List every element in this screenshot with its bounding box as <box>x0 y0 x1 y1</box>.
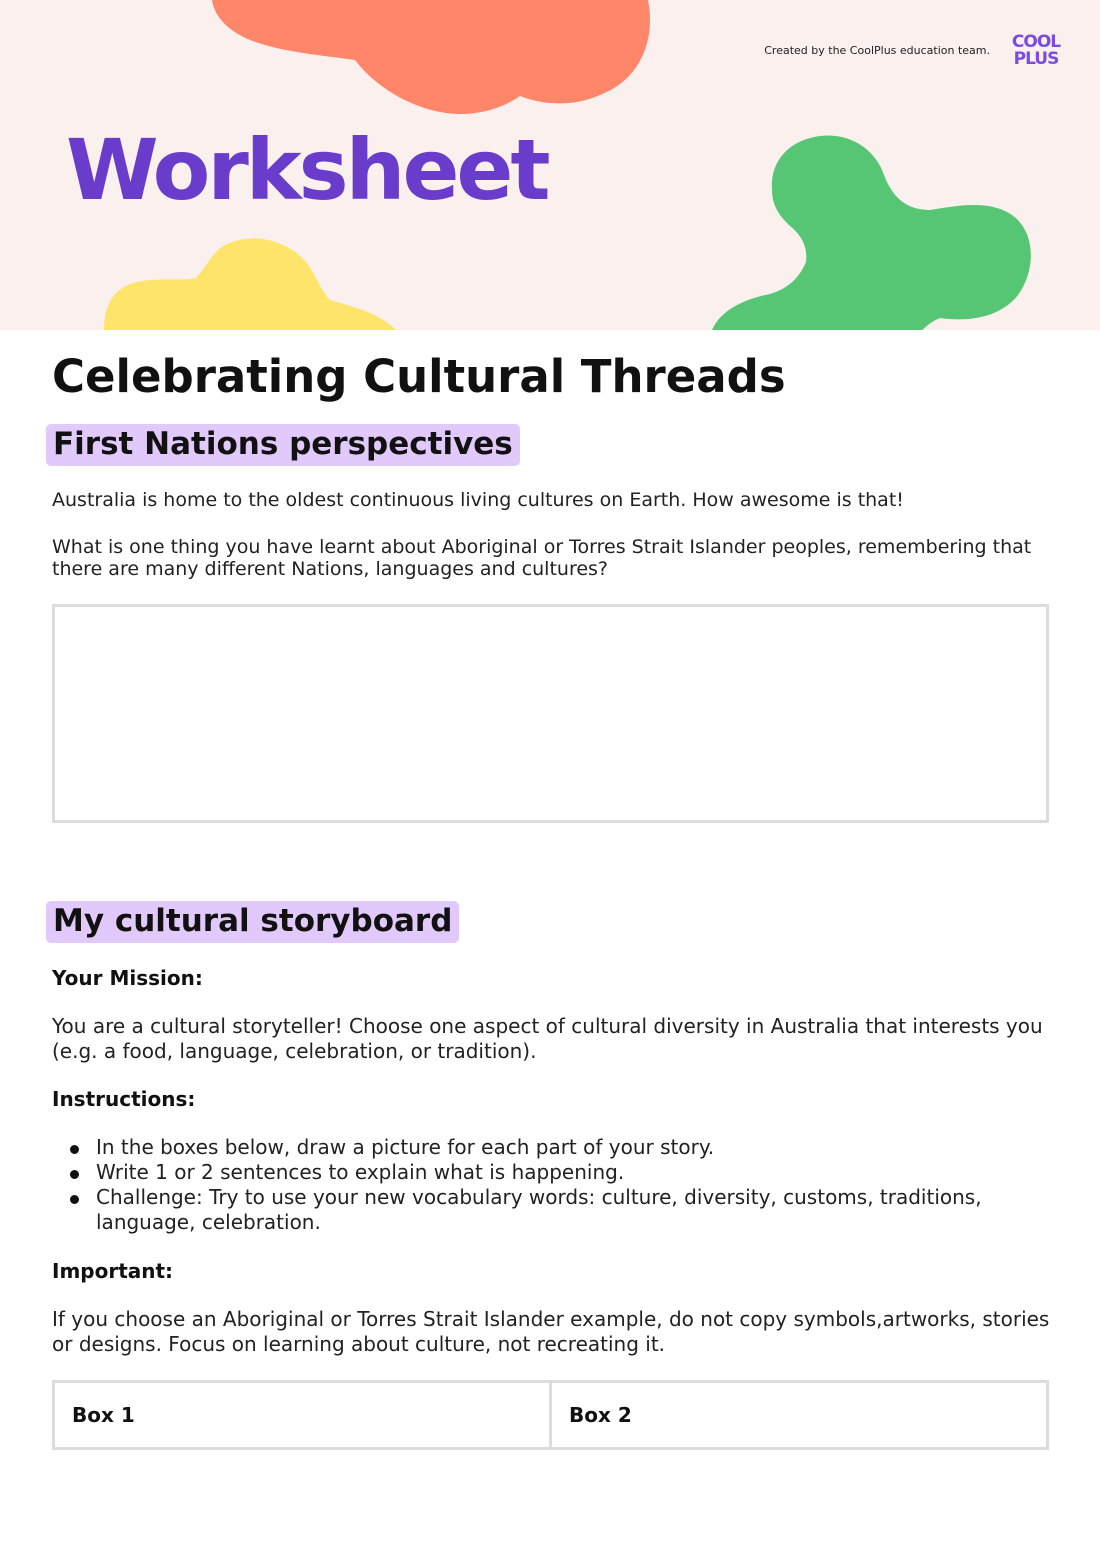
storyboard-box-1[interactable]: Box 1 <box>72 1403 135 1427</box>
green-blob <box>712 135 1031 330</box>
list-item: Write 1 or 2 sentences to explain what is happening. <box>52 1160 1052 1185</box>
mission-label: Your Mission: <box>52 966 203 990</box>
logo-line-2: PLUS <box>1013 49 1059 69</box>
list-item: Challenge: Try to use your new vocabulary words: culture, diversity, customs, traditions, language, celebration. <box>52 1185 1052 1235</box>
instructions-label: Instructions: <box>52 1087 196 1111</box>
coolplus-logo <box>1004 34 1068 72</box>
question-paragraph: What is one thing you have learnt about Aboriginal or Torres Strait Islander peoples, remembering that there are many different Nations, languages and cultures? <box>52 536 1032 580</box>
worksheet-title: Worksheet <box>66 121 548 219</box>
important-text: If you choose an Aboriginal or Torres Strait Islander example, do not copy symbols,artworks, stories or designs. Focus on learning about culture, not recreating it. <box>52 1307 1050 1356</box>
important-label: Important: <box>52 1259 174 1283</box>
answer-box[interactable] <box>52 604 1049 823</box>
coral-blob <box>212 0 650 114</box>
instructions-list <box>52 1135 1052 1235</box>
credit-text: Created by the CoolPlus education team. <box>764 44 990 57</box>
logo-line-1: COOL <box>1011 32 1061 52</box>
yellow-blob <box>104 238 396 330</box>
mission-text: You are a cultural storyteller! Choose one aspect of cultural diversity in Australia that interests you (e.g. a food, language, celebration, or tradition). <box>52 1014 1043 1063</box>
section-heading-storyboard: My cultural storyboard <box>46 901 459 943</box>
intro-paragraph: Australia is home to the oldest continuous living cultures on Earth. How awesome is that! <box>52 489 904 511</box>
header-banner <box>0 0 1100 330</box>
section-heading-first-nations: First Nations perspectives <box>46 424 520 466</box>
page-title: Celebrating Cultural Threads <box>52 350 786 403</box>
list-item: In the boxes below, draw a picture for each part of your story. <box>52 1135 1052 1160</box>
storyboard-box-2[interactable]: Box 2 <box>549 1383 1046 1447</box>
storyboard-table <box>52 1380 1049 1450</box>
